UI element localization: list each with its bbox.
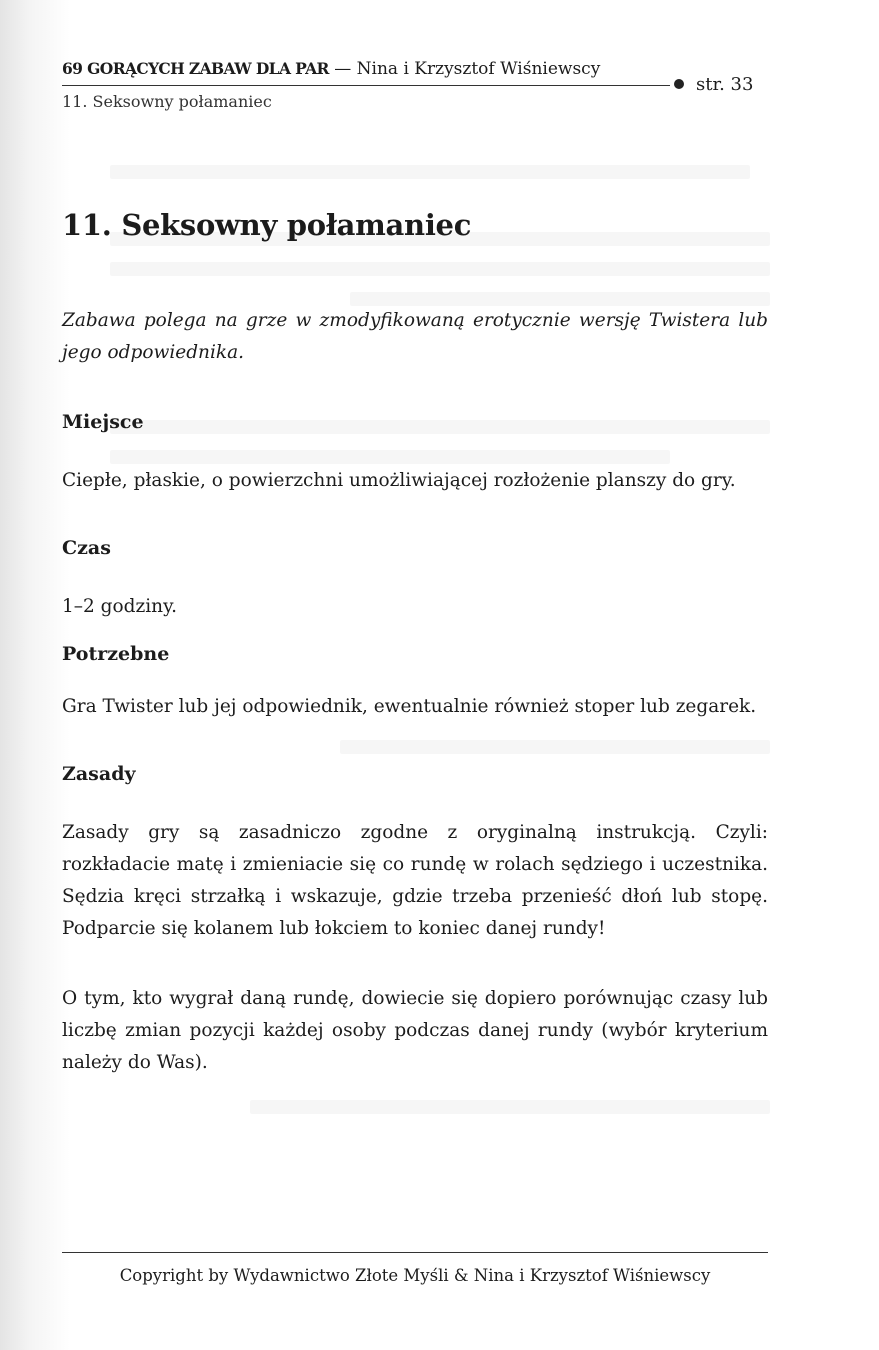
section-heading-zasady: Zasady	[62, 763, 136, 785]
footer-rule	[62, 1252, 768, 1253]
page-content	[62, 205, 768, 1117]
section-heading-miejsce: Miejsce	[62, 411, 144, 433]
footer-copyright: Copyright by Wydawnictwo Złote Myśli & Nina i Krzysztof Wiśniewscy	[119, 1266, 711, 1285]
book-title: 69 GORĄCYCH ZABAW DLA PAR	[62, 59, 329, 78]
section-heading-czas: Czas	[62, 537, 111, 559]
header-authors: Nina i Krzysztof Wiśniewscy	[356, 59, 601, 79]
bullet-icon	[674, 79, 684, 89]
header-separator: —	[328, 59, 357, 79]
chapter-title: 11. Seksowny połamaniec	[62, 208, 472, 242]
section-text-potrzebne: Gra Twister lub jej odpowiednik, ewentualnie również stoper lub zegarek.	[62, 696, 757, 717]
show-through	[110, 165, 750, 179]
section-text-miejsce: Ciepłe, płaskie, o powierzchni umożliwiającej rozłożenie planszy do gry.	[62, 470, 736, 491]
header-rule	[62, 85, 670, 86]
intro-paragraph: Zabawa polega na grze w zmodyfikowaną erotycznie wersję Twistera lub jego odpowiednika.	[62, 310, 768, 363]
header-line	[62, 58, 762, 80]
section-text-czas: 1–2 godziny.	[62, 596, 177, 617]
running-header	[62, 58, 762, 111]
closing-paragraph: O tym, kto wygrał daną rundę, dowiecie się dopiero porównując czasy lub liczbę zmian pozycji każdej osoby podczas danej rundy (wybór kryterium należy do Was).	[62, 988, 768, 1073]
header-chapter: 11. Seksowny połamaniec	[62, 92, 272, 111]
section-heading-potrzebne: Potrzebne	[62, 643, 170, 665]
section-text-zasady: Zasady gry są zasadniczo zgodne z oryginalną instrukcją. Czyli: rozkładacie matę i zmieniacie się co rundę w rolach sędziego i uczestnika. Sędzia kręci strzałką i wskazuje, gdzie trzeba przenieść dłoń lub stopę. Podparcie się kolanem lub łokciem to koniec danej rundy!	[62, 822, 768, 939]
page-number: str. 33	[696, 74, 754, 95]
